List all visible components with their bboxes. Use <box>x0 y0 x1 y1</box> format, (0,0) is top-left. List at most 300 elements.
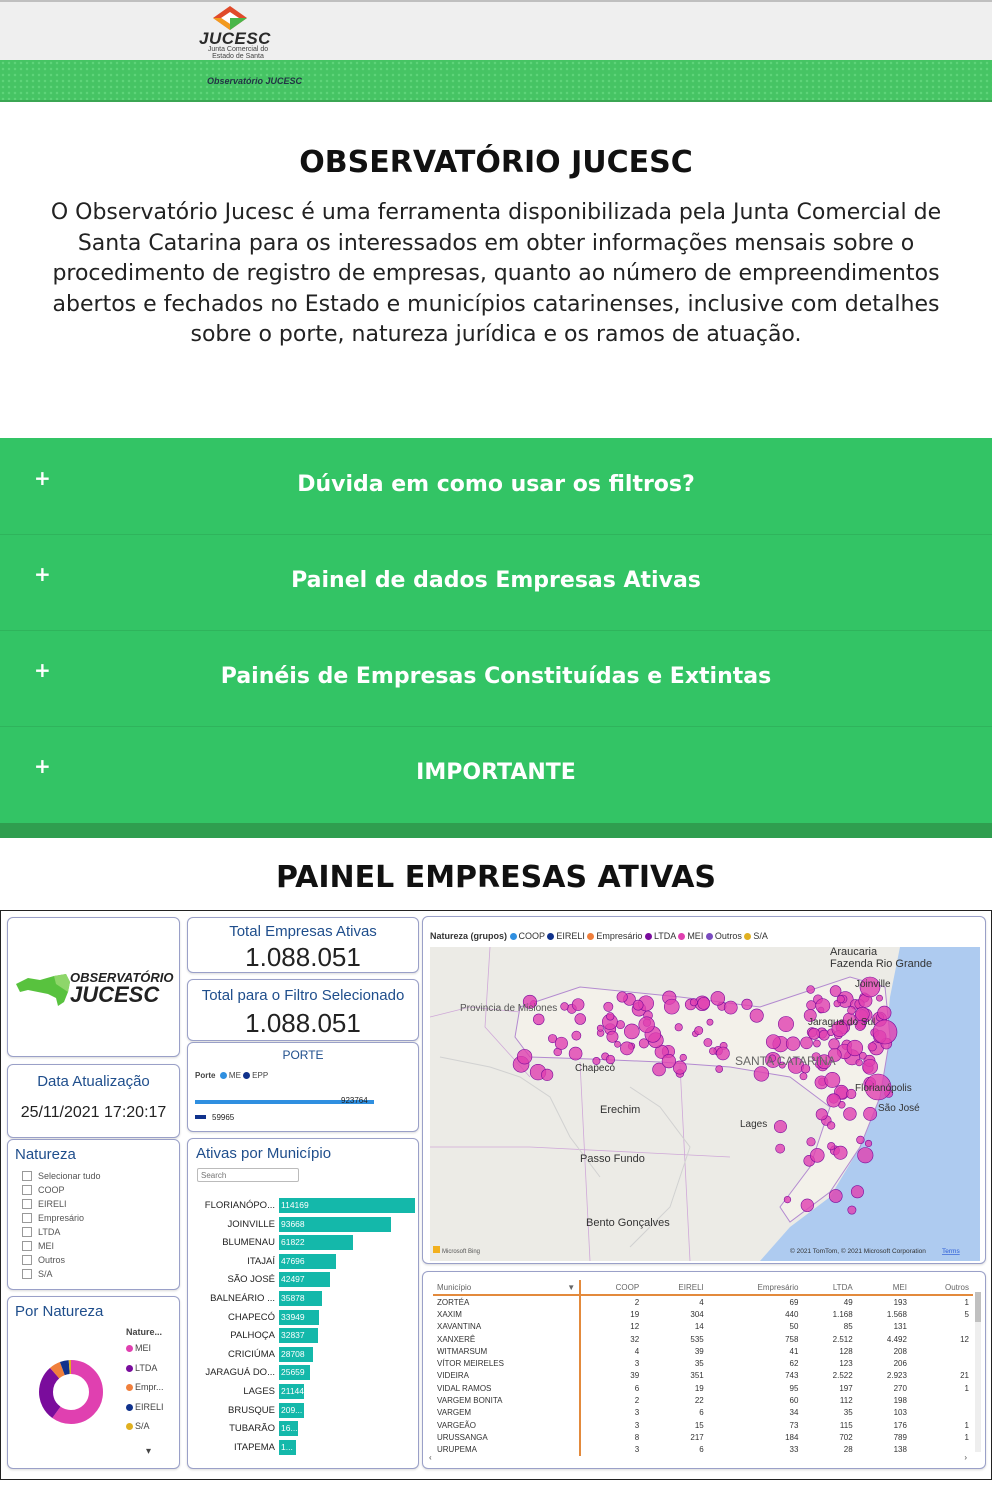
map-bubble[interactable] <box>724 1001 737 1014</box>
table-cell: VIDEIRA <box>433 1370 580 1382</box>
table-row[interactable] <box>433 1444 973 1456</box>
table-cell: 2.923 <box>886 1371 907 1381</box>
municipio-name: SÃO JOSÉ <box>227 1274 275 1286</box>
municipio-name: BLUMENAU <box>222 1237 275 1249</box>
municipio-name: ITAPEMA <box>234 1441 275 1453</box>
table-cell: 4.492 <box>886 1334 907 1344</box>
option-select-all[interactable] <box>22 1169 101 1183</box>
municipio-value: 35878 <box>281 1293 305 1303</box>
site-header <box>0 0 992 60</box>
map-bubble[interactable] <box>754 1066 769 1081</box>
option-coop[interactable] <box>22 1183 101 1197</box>
municipio-chart-card[interactable] <box>187 1138 419 1469</box>
table-cell: 3 <box>634 1408 640 1418</box>
map-bubble[interactable] <box>639 1017 655 1033</box>
table-row[interactable] <box>433 1370 973 1382</box>
me-dot-icon <box>220 1072 227 1079</box>
plus-icon[interactable]: + <box>34 562 51 586</box>
map-bubble[interactable] <box>776 1144 785 1153</box>
map-bubble[interactable] <box>597 1025 603 1031</box>
municipio-bar[interactable] <box>279 1365 310 1380</box>
table-row[interactable] <box>433 1419 973 1431</box>
municipio-bar-row[interactable] <box>188 1365 420 1381</box>
municipio-bar-row[interactable] <box>188 1217 420 1233</box>
porte-epp-bar[interactable] <box>195 1115 206 1119</box>
dot-icon <box>126 1365 133 1372</box>
table-cell: 304 <box>690 1309 704 1319</box>
accordion <box>0 438 992 838</box>
table-cell: 193 <box>893 1297 907 1307</box>
powerbi-dashboard[interactable] <box>0 910 992 1480</box>
column-header[interactable] <box>433 1280 580 1295</box>
accordion-label[interactable]: Dúvida em como usar os filtros? <box>297 472 695 497</box>
table-cell: 34 <box>789 1408 799 1418</box>
logo-text-top: OBSERVATÓRIO <box>70 970 174 985</box>
santa-catarina-map[interactable] <box>430 947 980 1261</box>
map-label-sao-jose: São José <box>878 1103 920 1114</box>
scroll-left-icon[interactable]: ‹ <box>429 1453 432 1462</box>
checkbox-icon[interactable] <box>22 1227 32 1237</box>
municipio-bar-row[interactable] <box>188 1347 420 1363</box>
map-bubble[interactable] <box>807 1138 815 1146</box>
table-row[interactable] <box>433 1407 973 1419</box>
municipio-bar-row[interactable] <box>188 1254 420 1270</box>
map-bubble[interactable] <box>801 1199 814 1212</box>
natureza-filter-title: Natureza <box>15 1146 76 1163</box>
map-bubble[interactable] <box>876 995 882 1001</box>
map-bubble[interactable] <box>742 999 752 1009</box>
accordion-label[interactable]: Painel de dados Empresas Ativas <box>291 568 701 593</box>
table-cell: 2 <box>634 1297 640 1307</box>
table-cell: VÍTOR MEIRELES <box>433 1357 580 1369</box>
table-cell: 184 <box>785 1432 799 1442</box>
municipio-bar[interactable] <box>279 1310 319 1325</box>
table-cell: 50 <box>789 1322 799 1332</box>
map-bubble[interactable] <box>810 1148 824 1162</box>
table-row[interactable] <box>433 1357 973 1369</box>
accordion-item-constituidas-extintas[interactable] <box>0 630 992 727</box>
municipio-bar-row[interactable] <box>188 1198 420 1214</box>
epp-dot-icon <box>243 1072 250 1079</box>
map-bubble[interactable] <box>680 1054 687 1061</box>
table-cell: 2.522 <box>832 1371 853 1381</box>
accordion-label[interactable]: IMPORTANTE <box>416 760 576 785</box>
municipio-bar-row[interactable] <box>188 1421 420 1437</box>
table-row[interactable] <box>433 1321 973 1333</box>
map-bubble[interactable] <box>829 1189 842 1202</box>
table-cell: 535 <box>690 1334 704 1344</box>
table-row[interactable] <box>433 1382 973 1394</box>
accordion-item-filtros[interactable] <box>0 438 992 535</box>
municipio-bar[interactable] <box>279 1328 318 1343</box>
map-bubble[interactable] <box>827 1094 841 1108</box>
dot-icon <box>744 933 751 940</box>
map-bubble[interactable] <box>844 1108 857 1121</box>
table-cell: WITMARSUM <box>433 1345 580 1357</box>
map-bubble[interactable] <box>825 1072 840 1087</box>
page-title: OBSERVATÓRIO JUCESC <box>299 145 693 180</box>
map-label-fazenda: Fazenda Rio Grande <box>830 958 933 970</box>
map-bubble[interactable] <box>711 991 725 1005</box>
map-bubble[interactable] <box>620 1042 633 1055</box>
table-row[interactable] <box>433 1394 973 1406</box>
option-ltda[interactable] <box>22 1225 101 1239</box>
table-header-row <box>433 1280 973 1295</box>
municipio-value: 32837 <box>281 1330 305 1341</box>
jucesc-logo-icon[interactable] <box>213 6 247 30</box>
map-bubble[interactable] <box>786 1037 800 1051</box>
map-bubble[interactable] <box>834 1146 847 1159</box>
map-bubble[interactable] <box>878 1006 892 1020</box>
map-bubble[interactable] <box>857 1136 865 1144</box>
donut-legend-title: Nature... <box>126 1327 163 1337</box>
map-bubble[interactable] <box>607 1031 618 1042</box>
map-bubble[interactable] <box>639 1039 648 1048</box>
map-bubble[interactable] <box>569 1047 582 1060</box>
municipio-name: ITAJAÍ <box>247 1255 275 1267</box>
porte-legend <box>195 1071 268 1080</box>
porte-card[interactable] <box>187 1042 419 1132</box>
legend-label: MEI <box>687 931 704 941</box>
table-cell: 4 <box>699 1297 704 1307</box>
municipio-bar-row[interactable] <box>188 1310 420 1326</box>
map-label-lages: Lages <box>740 1119 768 1130</box>
breadcrumb[interactable]: Observatório JUCESC <box>207 76 303 86</box>
map-bubble[interactable] <box>716 1047 729 1060</box>
legend-empresario[interactable] <box>126 1382 164 1402</box>
table-row[interactable] <box>433 1431 973 1443</box>
table-cell: ZORTÉA <box>433 1295 580 1308</box>
map-bubble[interactable] <box>858 1147 873 1162</box>
municipio-bar[interactable] <box>279 1291 322 1306</box>
municipio-bar[interactable] <box>279 1440 296 1455</box>
map-bubble[interactable] <box>807 986 815 994</box>
map-bubble[interactable] <box>555 1037 567 1049</box>
municipio-bar[interactable] <box>279 1235 353 1250</box>
donut-legend <box>126 1343 164 1441</box>
municipio-bar-row[interactable] <box>188 1403 420 1419</box>
table-cell: 1 <box>964 1383 969 1393</box>
municipio-bar[interactable] <box>279 1421 298 1436</box>
table-cell: XANXERÊ <box>433 1333 580 1345</box>
map-bubble[interactable] <box>664 999 679 1014</box>
option-label: S/A <box>38 1269 53 1279</box>
municipio-name: CHAPECÓ <box>228 1311 275 1323</box>
map-bubble[interactable] <box>827 1122 835 1130</box>
column-header[interactable]: Empresário <box>708 1280 803 1295</box>
column-header[interactable]: MEI <box>857 1280 911 1295</box>
legend-ltda[interactable] <box>126 1363 164 1383</box>
option-eireli[interactable] <box>22 1197 101 1211</box>
municipio-name: CRICIÚMA <box>228 1348 275 1360</box>
legend-label: Empresário <box>596 931 643 941</box>
map-bubble[interactable] <box>709 1048 716 1055</box>
column-header[interactable]: LTDA <box>802 1280 856 1295</box>
map-bubble[interactable] <box>675 1024 682 1031</box>
map-label-misiones: Provincia de Misiones <box>460 1003 558 1014</box>
municipio-value: 93668 <box>281 1218 305 1229</box>
table-cell: 12 <box>630 1322 640 1332</box>
municipio-bar[interactable] <box>279 1254 336 1269</box>
option-sa[interactable] <box>22 1267 101 1281</box>
municipio-bar-row[interactable] <box>188 1291 420 1307</box>
map-bubble[interactable] <box>690 999 697 1006</box>
table-cell: 32 <box>630 1334 640 1344</box>
map-bubble[interactable] <box>778 1016 793 1031</box>
dot-icon <box>645 933 652 940</box>
table-cell: 2.512 <box>832 1334 853 1344</box>
map-bubble[interactable] <box>572 1031 581 1040</box>
map-bubble[interactable] <box>533 1014 544 1025</box>
dot-icon <box>678 933 685 940</box>
scroll-right-icon[interactable]: › <box>964 1453 967 1462</box>
table-cell: 15 <box>694 1420 704 1430</box>
legend-mei[interactable] <box>126 1343 164 1363</box>
map-bubble[interactable] <box>750 1009 763 1022</box>
municipio-name: BRUSQUE <box>228 1404 275 1416</box>
map-bubble[interactable] <box>561 1003 569 1011</box>
plus-icon[interactable]: + <box>34 658 51 682</box>
municipio-value: 21144 <box>281 1386 305 1396</box>
por-natureza-title: Por Natureza <box>15 1303 104 1320</box>
filter-total-value: 1.088.051 <box>245 1008 361 1038</box>
table-row[interactable] <box>433 1308 973 1320</box>
municipio-value: 61822 <box>281 1237 305 1248</box>
checkbox-icon[interactable] <box>22 1255 32 1265</box>
dashboard-title: PAINEL EMPRESAS ATIVAS <box>275 860 717 895</box>
map-legend-title: Natureza (grupos) <box>430 931 508 941</box>
map-label-passo-fundo: Passo Fundo <box>580 1153 645 1165</box>
map-bubble[interactable] <box>707 1019 713 1025</box>
map-bubble[interactable] <box>807 1001 816 1010</box>
natureza-donut-chart[interactable] <box>36 1357 106 1427</box>
legend-label: COOP <box>518 931 545 941</box>
map-bubble[interactable] <box>614 1041 620 1047</box>
map-bubble[interactable] <box>575 1014 586 1025</box>
municipio-bar[interactable] <box>279 1347 313 1362</box>
table-cell: 702 <box>839 1432 853 1442</box>
map-bubble[interactable] <box>847 1040 863 1056</box>
map-bubble[interactable] <box>856 1059 863 1066</box>
municipio-value: 16... <box>281 1423 298 1434</box>
map-bubble[interactable] <box>809 1028 820 1039</box>
table-cell: 6 <box>699 1408 704 1418</box>
map-bubble[interactable] <box>868 1043 876 1051</box>
municipio-value: 28708 <box>281 1348 305 1359</box>
map-bubble[interactable] <box>541 1069 553 1081</box>
option-empresario[interactable] <box>22 1211 101 1225</box>
map-label-bento: Bento Gonçalves <box>586 1217 670 1229</box>
municipio-value: 47696 <box>281 1255 305 1266</box>
checkbox-icon[interactable] <box>22 1199 32 1209</box>
porte-legend-me: ME <box>228 1071 241 1080</box>
map-card[interactable] <box>422 916 986 1264</box>
table-cell <box>911 1407 973 1419</box>
map-bubble[interactable] <box>816 1109 827 1120</box>
porte-legend-epp: EPP <box>252 1071 269 1080</box>
table-cell: 270 <box>893 1383 907 1393</box>
map-bubble[interactable] <box>830 986 841 997</box>
option-label: Empresário <box>38 1213 85 1223</box>
checkbox-icon[interactable] <box>22 1185 32 1195</box>
nav-bar <box>0 60 992 102</box>
map-bubble[interactable] <box>617 992 628 1003</box>
option-label: MEI <box>38 1241 55 1251</box>
dot-icon <box>547 933 554 940</box>
municipio-table <box>433 1280 973 1456</box>
map-bubble[interactable] <box>873 1020 897 1044</box>
checkbox-icon[interactable] <box>22 1241 32 1251</box>
map-bubble[interactable] <box>863 1059 878 1074</box>
municipio-bar-row[interactable] <box>188 1272 420 1288</box>
accordion-item-empresas-ativas[interactable] <box>0 534 992 631</box>
map-legend <box>430 931 768 941</box>
accordion-label[interactable]: Painéis de Empresas Constituídas e Extintas <box>220 664 772 689</box>
map-bubble[interactable] <box>774 1120 786 1132</box>
table-scrollbar[interactable] <box>975 1292 981 1452</box>
map-bubble[interactable] <box>865 1140 872 1147</box>
accordion-item-importante[interactable] <box>0 726 992 822</box>
municipio-bar[interactable] <box>279 1384 304 1399</box>
map-bubble[interactable] <box>704 1038 712 1046</box>
table-cell <box>911 1345 973 1357</box>
map-bubble[interactable] <box>800 1073 807 1080</box>
map-label-erechim: Erechim <box>600 1104 641 1116</box>
municipio-name: TUBARÃO <box>229 1423 275 1435</box>
table-cell: 743 <box>785 1371 799 1381</box>
column-header[interactable]: Outros <box>911 1280 973 1295</box>
plus-icon[interactable]: + <box>34 754 51 778</box>
municipio-table-card[interactable] <box>422 1271 986 1469</box>
map-terms-link[interactable]: Terms <box>942 1248 960 1255</box>
legend-eireli[interactable] <box>126 1402 164 1422</box>
map-bubble[interactable] <box>716 1065 723 1072</box>
table-cell: 39 <box>694 1346 704 1356</box>
table-cell: XAVANTINA <box>433 1321 580 1333</box>
legend-label: LTDA <box>653 931 676 941</box>
table-cell: 3 <box>634 1420 640 1430</box>
option-label: EIRELI <box>38 1199 67 1209</box>
map-bubble[interactable] <box>662 1054 676 1068</box>
municipio-search-input[interactable] <box>197 1168 299 1182</box>
legend-sa[interactable] <box>126 1421 164 1441</box>
option-mei[interactable] <box>22 1239 101 1253</box>
map-bubble[interactable] <box>604 1002 613 1011</box>
total-empresas-card <box>187 917 419 973</box>
municipio-name: LAGES <box>243 1386 275 1397</box>
natureza-options <box>22 1169 101 1281</box>
table-row[interactable] <box>433 1345 973 1357</box>
por-natureza-card[interactable] <box>7 1296 180 1469</box>
municipio-bar-row[interactable] <box>188 1328 420 1344</box>
map-bubble[interactable] <box>816 999 830 1013</box>
brand-subtitle: Junta Comercial do Estado de Santa <box>207 46 269 60</box>
table-cell: 39 <box>630 1371 640 1381</box>
checkbox-icon[interactable] <box>22 1171 32 1181</box>
map-bubble[interactable] <box>864 1107 877 1120</box>
map-bubble[interactable] <box>572 999 584 1011</box>
table-cell: 217 <box>690 1432 704 1442</box>
map-bubble[interactable] <box>624 1024 639 1039</box>
municipio-bar[interactable] <box>279 1403 304 1418</box>
municipio-bar[interactable] <box>279 1198 415 1213</box>
porte-epp-value: 59965 <box>212 1113 235 1122</box>
map-bubble[interactable] <box>813 1040 820 1047</box>
option-label: LTDA <box>38 1227 61 1237</box>
map-label-araucaria: Araucaria <box>830 947 878 958</box>
option-label: COOP <box>38 1185 65 1195</box>
natureza-filter-card[interactable] <box>7 1139 180 1290</box>
option-label: Outros <box>38 1255 66 1265</box>
municipio-value: 114169 <box>281 1200 309 1210</box>
map-bubble[interactable] <box>827 1142 835 1150</box>
map-bubble[interactable] <box>848 1206 856 1214</box>
column-header[interactable]: EIRELI <box>643 1280 708 1295</box>
scrollbar-thumb[interactable] <box>975 1292 981 1322</box>
table-cell: 73 <box>789 1420 799 1430</box>
legend-more-icon[interactable]: ▾ <box>146 1446 152 1457</box>
option-label: Selecionar tudo <box>38 1171 101 1181</box>
filter-total-card <box>187 979 419 1041</box>
map-bubble[interactable] <box>829 1039 840 1050</box>
table-cell: 22 <box>694 1396 704 1406</box>
map-bubble[interactable] <box>766 1035 780 1049</box>
table-cell: 351 <box>690 1371 704 1381</box>
map-bubble[interactable] <box>517 1049 532 1064</box>
map-bubble[interactable] <box>698 997 710 1009</box>
table-cell: 35 <box>843 1408 853 1418</box>
sort-icon[interactable]: ▼ <box>567 1282 576 1292</box>
map-bubble[interactable] <box>784 1196 791 1203</box>
map-bubble[interactable] <box>801 1037 813 1049</box>
table-row[interactable] <box>433 1333 973 1345</box>
table-row[interactable] <box>433 1295 973 1308</box>
map-bubble[interactable] <box>695 1026 703 1034</box>
municipio-bar-row[interactable] <box>188 1384 420 1400</box>
option-outros[interactable] <box>22 1253 101 1267</box>
map-bubble[interactable] <box>633 1000 643 1010</box>
dot-icon <box>126 1345 133 1352</box>
dot-icon <box>126 1404 133 1411</box>
municipio-value: 25659 <box>281 1367 305 1378</box>
municipio-bar[interactable] <box>279 1217 391 1232</box>
map-bubble[interactable] <box>606 1013 614 1021</box>
column-header[interactable]: COOP <box>580 1280 643 1295</box>
municipio-bar-row[interactable] <box>188 1440 420 1456</box>
table-cell <box>911 1394 973 1406</box>
table-cell: XAXIM <box>433 1308 580 1320</box>
table-cell: URUPEMA <box>433 1444 580 1456</box>
map-bubble[interactable] <box>837 995 844 1002</box>
porte-legend-label: Porte <box>195 1071 216 1080</box>
plus-icon[interactable]: + <box>34 466 51 490</box>
municipio-name: FLORIANÓPO... <box>204 1200 275 1211</box>
legend-label: LTDA <box>135 1362 158 1373</box>
map-bubble[interactable] <box>848 1006 856 1014</box>
checkbox-icon[interactable] <box>22 1269 32 1279</box>
municipio-name: JARAGUÁ DO... <box>205 1367 275 1379</box>
legend-label: MEI <box>135 1343 152 1353</box>
legend-label: EIRELI <box>135 1401 164 1412</box>
table-cell: 206 <box>893 1359 907 1369</box>
checkbox-icon[interactable] <box>22 1213 32 1223</box>
table-cell: 1 <box>964 1297 969 1307</box>
map-bubble[interactable] <box>851 1186 863 1198</box>
municipio-bar[interactable] <box>279 1272 330 1287</box>
table-cell: 440 <box>785 1309 799 1319</box>
municipio-bar-row[interactable] <box>188 1235 420 1251</box>
table-cell: 6 <box>699 1445 704 1455</box>
